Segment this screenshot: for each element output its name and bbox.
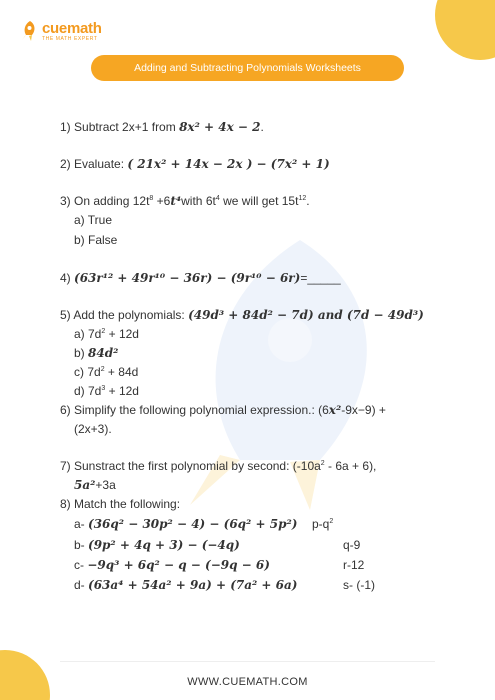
q3-option-a[interactable]: a) True	[74, 213, 113, 227]
q7-exp: 2	[320, 460, 325, 467]
match-expression: (36q² − 30p² − 4) − (6q² + 5p²)	[88, 517, 298, 531]
match-answer-s: s- (-1)	[343, 578, 375, 592]
q6-text: 6) Simplify the following polynomial expression.: (6	[60, 403, 329, 417]
q3-t4: t⁴	[170, 194, 182, 208]
option-text: b)	[74, 346, 89, 360]
match-row-d	[74, 578, 297, 592]
option-text: c) 7d	[74, 365, 101, 379]
question-5	[60, 308, 424, 322]
q3-option-b[interactable]: b) False	[74, 233, 118, 247]
match-row-a	[74, 517, 297, 531]
q4-number: 4)	[60, 271, 75, 285]
match-label: c-	[74, 558, 88, 572]
match-label: d-	[74, 578, 89, 592]
q3-exp: 12	[298, 195, 307, 202]
match-expression: (63a⁴ + 54a² + 9a) + (7a² + 6a)	[88, 578, 298, 592]
q6-expression: x²	[328, 403, 342, 417]
q1-text: Subtract 2x+1 from	[74, 120, 180, 134]
option-exp: 2	[101, 328, 106, 335]
option-text: d) 7d	[74, 384, 102, 398]
q3-text: 3) On adding 12t	[60, 194, 150, 208]
match-answer-p	[312, 517, 333, 531]
question-4	[60, 271, 341, 285]
option-text: + 12d	[105, 384, 139, 398]
q7-text: +3a	[95, 478, 116, 492]
q5-expression: (49d³ + 84d² − 7d) and (7d − 49d³)	[188, 308, 424, 322]
q3-text: we will get 15t	[219, 194, 299, 208]
q5-option-a[interactable]	[74, 327, 139, 341]
footer-url[interactable]: WWW.CUEMATH.COM	[187, 676, 308, 688]
q4-blank[interactable]: =_____	[300, 271, 341, 285]
footer-divider	[60, 661, 435, 662]
question-7	[60, 459, 376, 473]
match-expression: (9p² + 4q + 3) − (−4q)	[88, 538, 240, 552]
q1-number: 1)	[60, 120, 71, 134]
match-label: a-	[74, 517, 89, 531]
option-text: a) 7d	[74, 327, 102, 341]
option-text: + 84d	[104, 365, 139, 379]
q3-text: +6	[153, 194, 171, 208]
q1-end: .	[260, 120, 264, 134]
q5-text: 5) Add the polynomials:	[60, 308, 189, 322]
q2-label: 2) Evaluate:	[60, 157, 128, 171]
option-text: + 12d	[105, 327, 139, 341]
q6-line-2: (2x+3).	[74, 422, 112, 436]
q3-exp: 4	[215, 195, 220, 202]
question-1	[60, 120, 264, 134]
q5-option-d[interactable]	[74, 384, 139, 398]
match-row-c	[74, 558, 270, 572]
brand-tagline: THE MATH EXPERT	[42, 36, 98, 42]
question-8: 8) Match the following:	[60, 497, 181, 511]
q3-text: with 6t	[181, 194, 216, 208]
q5-option-b[interactable]	[74, 346, 118, 360]
q4-expression: (63r¹² + 49r¹⁰ − 36r) − (9r¹⁰ − 6r)	[74, 271, 301, 285]
match-answer-r: r-12	[343, 558, 365, 572]
option-expression: 84d²	[88, 346, 119, 360]
q3-end: .	[306, 194, 310, 208]
match-row-b	[74, 538, 240, 552]
q7-line-2	[74, 478, 116, 492]
match-expression: −9q³ + 6q² − q − (−9q − 6)	[87, 558, 270, 572]
question-2	[60, 157, 330, 171]
q6-text: -9x−9) +	[341, 403, 386, 417]
match-answer-text: p-q	[312, 517, 330, 531]
q2-expression: ( 21x² + 14x − 2x ) − (7x² + 1)	[127, 157, 330, 171]
option-exp: 3	[101, 385, 106, 392]
q7-text: 7) Sunstract the first polynomial by second: (-10a	[60, 459, 321, 473]
q7-text: - 6a + 6),	[324, 459, 377, 473]
q7-expression: 5a²	[74, 478, 96, 492]
match-answer-q: q-9	[343, 538, 361, 552]
q5-option-c[interactable]	[74, 365, 138, 379]
worksheet-title: Adding and Subtracting Polynomials Worksheets	[91, 55, 404, 81]
match-answer-exp: 2	[329, 518, 334, 525]
question-6	[60, 403, 386, 417]
question-3	[60, 194, 310, 208]
option-exp: 2	[100, 366, 105, 373]
q3-exp: 8	[149, 195, 154, 202]
q1-expression: 8x² + 4x − 2	[179, 120, 261, 134]
brand-name: cuemath	[42, 20, 102, 37]
match-label: b-	[74, 538, 89, 552]
